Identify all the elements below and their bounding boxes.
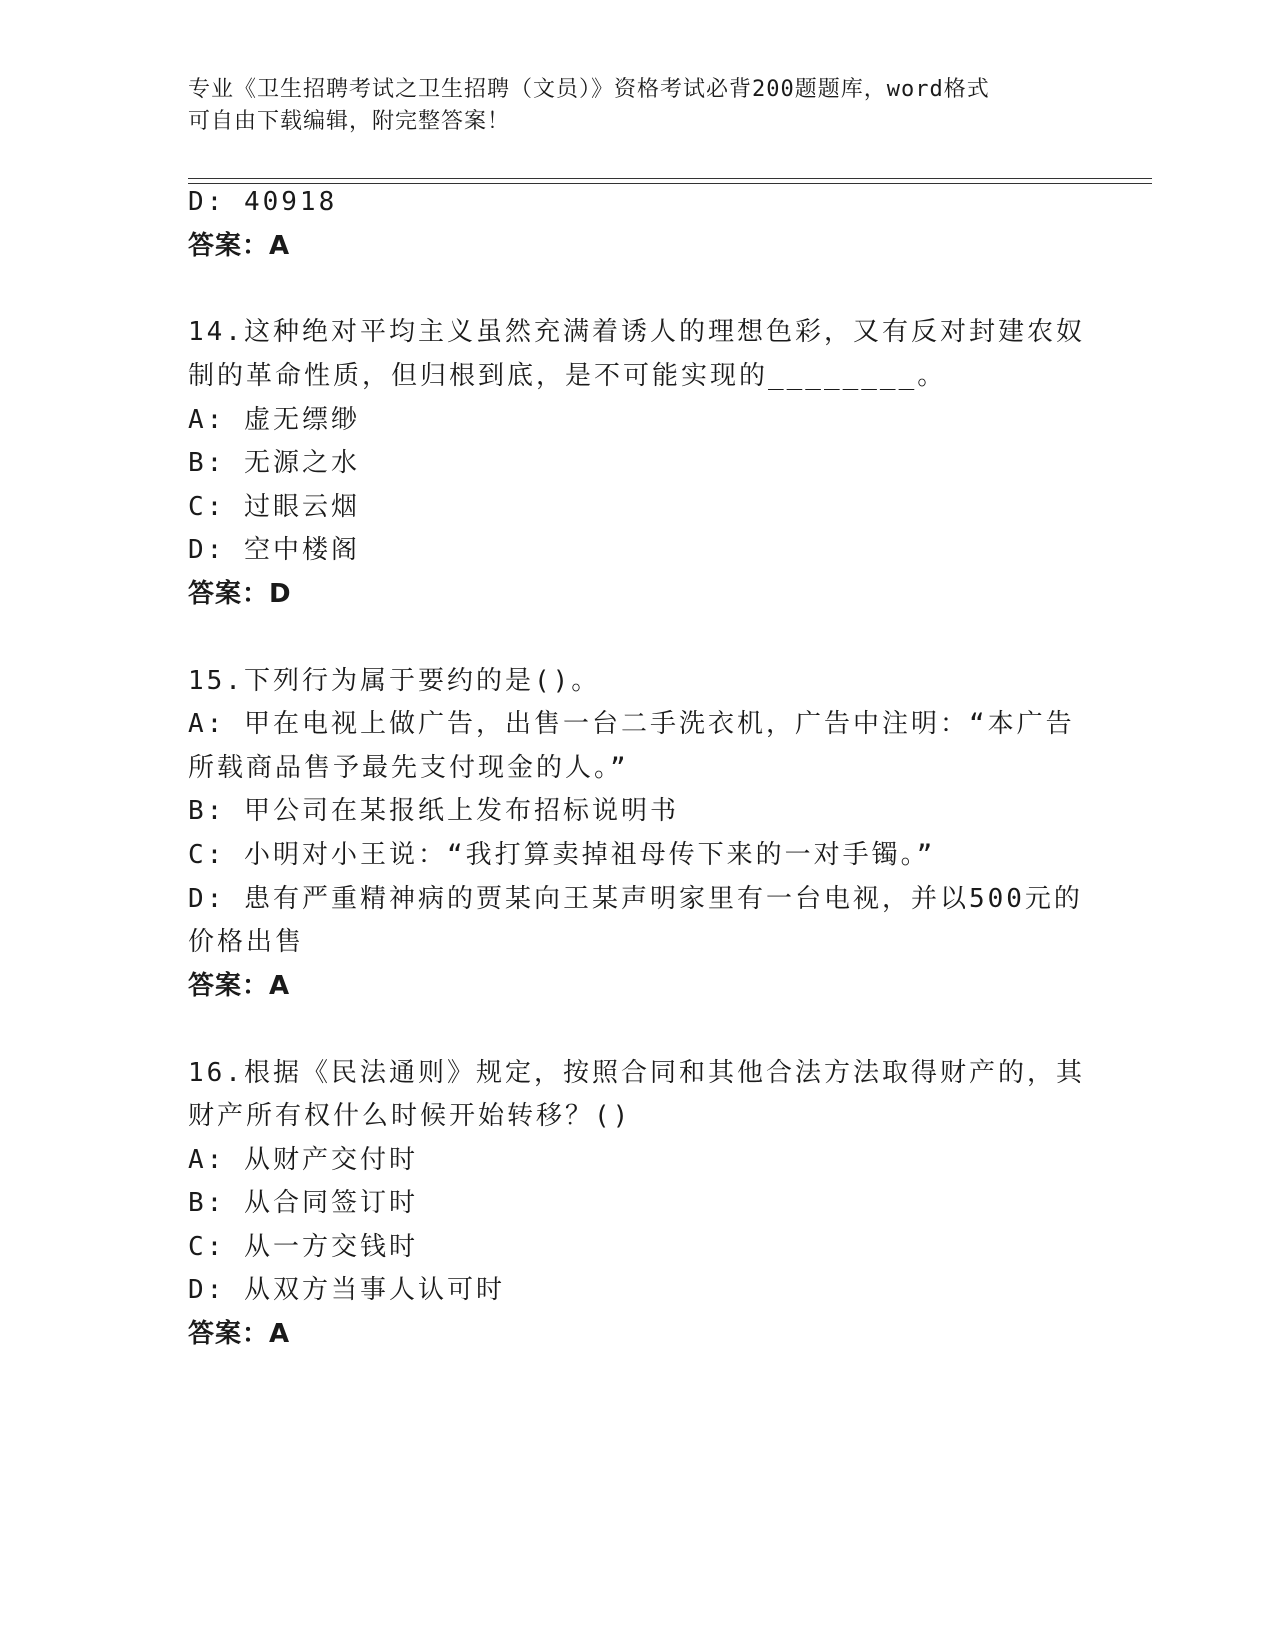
answer: 答案：A: [188, 1319, 291, 1349]
option-c: C: 从一方交钱时: [188, 1232, 418, 1262]
header-line-2: 可自由下载编辑，附完整答案！: [188, 109, 511, 134]
answer: 答案：A: [188, 971, 291, 1001]
question-stem: 15.下列行为属于要约的是()。: [188, 666, 601, 696]
option-a-continued: 所载商品售予最先支付现金的人。”: [188, 753, 629, 783]
header-rule-top: [188, 178, 1152, 179]
option-d: D: 40918: [188, 187, 338, 217]
option-d: D: 空中楼阁: [188, 535, 360, 565]
option-b: B: 无源之水: [188, 448, 360, 478]
option-c: C: 小明对小王说：“我打算卖掉祖母传下来的一对手镯。”: [188, 840, 936, 870]
option-d: D: 患有严重精神病的贾某向王某声明家里有一台电视，并以500元的: [188, 884, 1083, 914]
question-stem: 制的革命性质，但归根到底，是不可能实现的________。: [188, 361, 947, 391]
option-d-continued: 价格出售: [188, 927, 305, 957]
question-stem: 14.这种绝对平均主义虽然充满着诱人的理想色彩，又有反对封建农奴: [188, 317, 1085, 347]
option-a: A: 虚无缥缈: [188, 405, 360, 435]
question-stem: 财产所有权什么时候开始转移？(): [188, 1101, 632, 1131]
option-b: B: 从合同签订时: [188, 1188, 418, 1218]
option-b: B: 甲公司在某报纸上发布招标说明书: [188, 796, 679, 826]
answer: 答案：D: [188, 579, 292, 609]
document-header: [188, 74, 1088, 138]
option-d: D: 从双方当事人认可时: [188, 1275, 505, 1305]
answer: 答案：A: [188, 231, 291, 261]
header-line-1: 专业《卫生招聘考试之卫生招聘（文员）》资格考试必背200题题库，word格式: [188, 77, 990, 102]
option-a: A: 从财产交付时: [188, 1145, 418, 1175]
option-a: A: 甲在电视上做广告，出售一台二手洗衣机，广告中注明：“本广告: [188, 709, 1075, 739]
option-c: C: 过眼云烟: [188, 492, 360, 522]
question-stem: 16.根据《民法通则》规定，按照合同和其他合法方法取得财产的，其: [188, 1058, 1085, 1088]
